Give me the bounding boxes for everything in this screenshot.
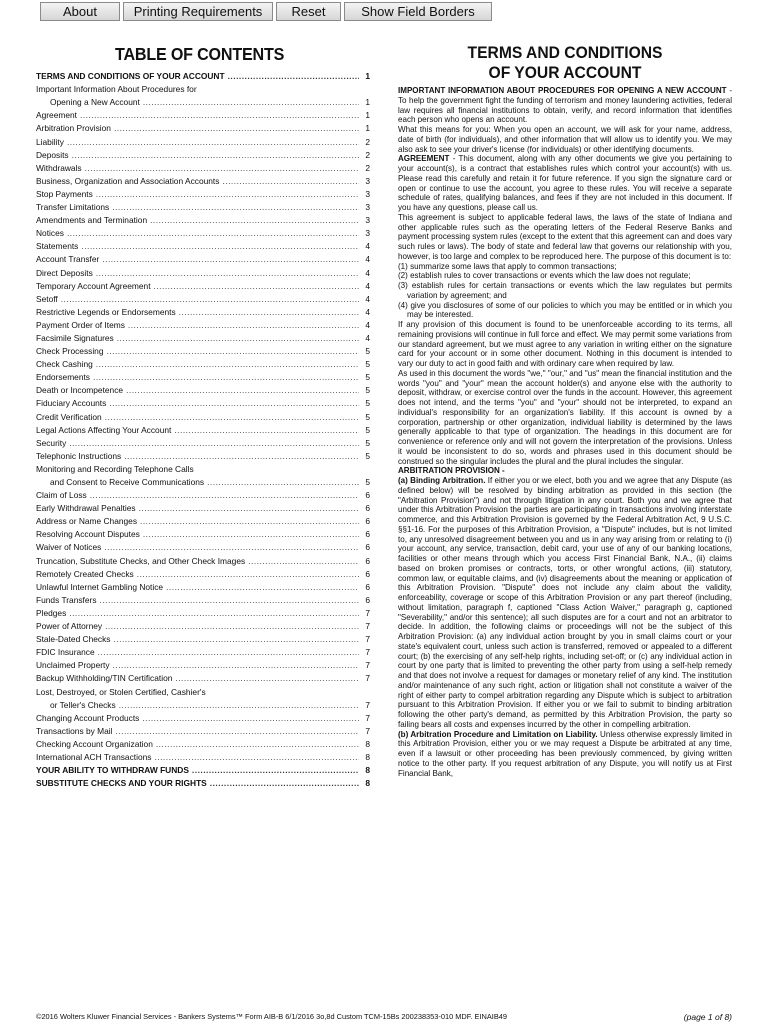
toc-leader-dots bbox=[90, 490, 359, 500]
toc-entry-label: Monitoring and Recording Telephone Calls bbox=[36, 463, 194, 474]
toc-entry bbox=[36, 68, 370, 81]
toc-entry-label: Check Processing bbox=[36, 346, 104, 357]
toc-entry-label: SUBSTITUTE CHECKS AND YOUR RIGHTS bbox=[36, 778, 207, 789]
toc-entry-page: 5 bbox=[365, 424, 370, 435]
toc-entry-page: 4 bbox=[365, 306, 370, 317]
toc-leader-dots bbox=[140, 516, 359, 526]
toc-entry bbox=[36, 199, 370, 212]
toc-entry-page: 6 bbox=[365, 503, 370, 514]
toc-entry-label: Telephonic Instructions bbox=[36, 450, 122, 461]
toc-leader-dots bbox=[154, 281, 359, 291]
toc-leader-dots bbox=[100, 595, 359, 605]
toc-leader-dots bbox=[175, 673, 359, 683]
toc-entry bbox=[36, 736, 370, 749]
toc-leader-dots bbox=[210, 778, 359, 788]
toc-entry-label: Check Cashing bbox=[36, 359, 93, 370]
toc-entry bbox=[36, 644, 370, 657]
toc-leader-dots bbox=[207, 477, 359, 487]
toc-leader-dots bbox=[96, 359, 359, 369]
binding-arbitration-heading: (a) Binding Arbitration. bbox=[398, 476, 486, 485]
toc-leader-dots bbox=[116, 726, 360, 736]
page-footer bbox=[36, 1012, 732, 1022]
purpose-item-3: (3) establish rules for certain transactions or events which the law regulates but permits variation by agreement; and bbox=[398, 281, 732, 300]
toc-leader-dots bbox=[166, 582, 359, 592]
toc-leader-dots bbox=[142, 713, 359, 723]
toc-leader-dots bbox=[107, 346, 360, 356]
toc-entry-page: 4 bbox=[365, 267, 370, 278]
toc-leader-dots bbox=[126, 385, 359, 395]
toc-entry-page: 7 bbox=[365, 660, 370, 671]
toc-entry bbox=[36, 566, 370, 579]
toc-entry-label: Setoff bbox=[36, 293, 58, 304]
toc-leader-dots bbox=[248, 556, 359, 566]
toc-entry bbox=[36, 278, 370, 291]
toc-leader-dots bbox=[81, 241, 359, 251]
toc-leader-dots bbox=[69, 438, 359, 448]
toc-entry-page: 5 bbox=[365, 346, 370, 357]
toc-entry-label: Transactions by Mail bbox=[36, 725, 113, 736]
terms-title bbox=[411, 43, 718, 83]
toc-entry-page: 7 bbox=[365, 725, 370, 736]
toc-entry-label: Withdrawals bbox=[36, 162, 82, 173]
toc-entry bbox=[36, 212, 370, 225]
procedures-text: - To help the government fight the funding of terrorism and money laundering activities, federal law requires all financial institutions to obtain, verify, and record information that identifies each person who opens an account. bbox=[398, 86, 732, 125]
toc-leader-dots bbox=[192, 765, 359, 775]
toc-entry bbox=[36, 395, 370, 408]
toc-entry bbox=[36, 683, 370, 696]
toc-entry-page: 8 bbox=[365, 778, 370, 789]
toc-entry bbox=[36, 317, 370, 330]
toc-entry bbox=[36, 369, 370, 382]
toc-entry-label: Amendments and Termination bbox=[36, 215, 148, 226]
toc-entry-label: Death or Incompetence bbox=[36, 385, 124, 396]
form-toolbar bbox=[40, 2, 492, 22]
toc-title: TABLE OF CONTENTS bbox=[115, 44, 285, 64]
toc-entry bbox=[36, 264, 370, 277]
agreement-heading: AGREEMENT bbox=[398, 154, 450, 164]
toc-entry bbox=[36, 749, 370, 762]
toc-entry-page: 7 bbox=[365, 699, 370, 710]
toc-entry-page: 7 bbox=[365, 647, 370, 658]
toc-entry bbox=[36, 173, 370, 186]
toc-leader-dots bbox=[109, 398, 359, 408]
toc-entry-page: 8 bbox=[365, 738, 370, 749]
toc-leader-dots bbox=[137, 569, 359, 579]
toc-entry-label: YOUR ABILITY TO WITHDRAW FUNDS bbox=[36, 765, 189, 776]
toc-entry-page: 8 bbox=[365, 751, 370, 762]
toc-entry-page: 3 bbox=[365, 188, 370, 199]
toc-entry bbox=[36, 526, 370, 539]
toc-entry-page: 5 bbox=[365, 385, 370, 396]
toc-entry-page: 6 bbox=[365, 516, 370, 527]
toc-entry bbox=[36, 461, 370, 474]
toc-entry-page: 3 bbox=[365, 175, 370, 186]
toc-entry bbox=[36, 697, 370, 710]
toc-entry bbox=[36, 343, 370, 356]
toc-leader-dots bbox=[96, 268, 359, 278]
toc-entry-label: Early Withdrawal Penalties bbox=[36, 503, 136, 514]
toc-entry-label: Stale-Dated Checks bbox=[36, 634, 111, 645]
toc-entry-page: 1 bbox=[365, 97, 370, 108]
toc-entry-label: Power of Attorney bbox=[36, 621, 103, 632]
toc-entry bbox=[36, 435, 370, 448]
about-button[interactable]: About bbox=[40, 2, 120, 21]
toc-leader-dots bbox=[179, 307, 359, 317]
toc-entry-label: Changing Account Products bbox=[36, 712, 140, 723]
table-of-contents bbox=[36, 68, 370, 788]
toc-leader-dots bbox=[228, 71, 359, 81]
toc-entry-page: 5 bbox=[365, 398, 370, 409]
toc-leader-dots bbox=[139, 503, 359, 513]
toc-entry-label: FDIC Insurance bbox=[36, 647, 95, 658]
footer-form-info: ©2016 Wolters Kluwer Financial Services - Bankers Systems™ Form AIB-B 6/1/2016 3o,8d Custom TCM-15Bs 200238353-010 MDF. EINAIB49 bbox=[36, 1012, 507, 1021]
purpose-item-4: (4) give you disclosures of some of our policies to which you may be entitled or in which you may be interested. bbox=[398, 300, 732, 320]
toc-entry-label: Funds Transfers bbox=[36, 594, 97, 605]
toc-leader-dots bbox=[128, 320, 359, 330]
paragraph-procedures bbox=[398, 86, 732, 125]
toc-entry-label: or Teller's Checks bbox=[50, 699, 116, 710]
toc-entry-label: Direct Deposits bbox=[36, 267, 93, 278]
toc-entry bbox=[36, 618, 370, 631]
toc-entry bbox=[36, 670, 370, 683]
toc-leader-dots bbox=[61, 294, 359, 304]
toc-entry-page: 2 bbox=[365, 149, 370, 160]
toc-entry bbox=[36, 304, 370, 317]
toc-entry bbox=[36, 120, 370, 133]
toc-entry-page: 1 bbox=[365, 110, 370, 121]
toc-entry bbox=[36, 330, 370, 343]
toc-entry-label: Resolving Account Disputes bbox=[36, 529, 140, 540]
toc-leader-dots bbox=[96, 189, 359, 199]
toc-entry bbox=[36, 81, 370, 94]
toc-leader-dots bbox=[67, 137, 359, 147]
toc-entry-label: Business, Organization and Association Accounts bbox=[36, 175, 220, 186]
toc-entry bbox=[36, 513, 370, 526]
paragraph-what-this-means: What this means for you: When you open an account, we will ask for your name, address, date of birth (for individuals), and other information that will allow us to identify you. We may also ask to see your driver's license (for individuals) or other identifying documents. bbox=[398, 125, 732, 154]
toc-leader-dots bbox=[124, 451, 359, 461]
toc-entry-label: Waiver of Notices bbox=[36, 542, 102, 553]
toc-leader-dots bbox=[93, 372, 359, 382]
arbitration-procedure-text: Unless otherwise expressly limited in this Arbitration Provision, either you or we may request a Dispute be arbitrated at any time, even if a lawsuit or other proceeding has been previously commenced, by giving written notice to the other party. If you request arbitration of any Dispute, you will notify us at First Financial Bank, bbox=[398, 729, 732, 778]
toc-entry-label: Unlawful Internet Gambling Notice bbox=[36, 581, 164, 592]
toc-entry-page: 5 bbox=[365, 372, 370, 383]
toc-entry bbox=[36, 186, 370, 199]
toc-entry-label: Legal Actions Affecting Your Account bbox=[36, 424, 172, 435]
toc-entry-page: 6 bbox=[365, 555, 370, 566]
toc-entry bbox=[36, 775, 370, 788]
toc-entry-page: 6 bbox=[365, 490, 370, 501]
toc-entry-label: Lost, Destroyed, or Stolen Certified, Cashier's bbox=[36, 686, 206, 697]
toc-entry-page: 4 bbox=[365, 254, 370, 265]
page-number: (page 1 of 8) bbox=[683, 1012, 732, 1022]
toc-entry bbox=[36, 147, 370, 160]
toc-entry bbox=[36, 225, 370, 238]
toc-entry-page: 5 bbox=[365, 411, 370, 422]
toc-leader-dots bbox=[154, 752, 359, 762]
toc-entry-label: Restrictive Legends or Endorsements bbox=[36, 306, 176, 317]
toc-entry-page: 2 bbox=[365, 162, 370, 173]
toc-leader-dots bbox=[113, 634, 359, 644]
paragraph-arbitration-procedure bbox=[398, 730, 732, 779]
toc-leader-dots bbox=[98, 647, 359, 657]
toc-entry-page: 3 bbox=[365, 228, 370, 239]
toc-entry-page: 5 bbox=[365, 359, 370, 370]
toc-entry-page: 6 bbox=[365, 581, 370, 592]
toc-entry-page: 4 bbox=[365, 332, 370, 343]
toc-entry-page: 7 bbox=[365, 634, 370, 645]
toc-entry-label: Arbitration Provision bbox=[36, 123, 111, 134]
toc-entry-label: Statements bbox=[36, 241, 79, 252]
toc-entry-page: 4 bbox=[365, 241, 370, 252]
toc-entry-label: Agreement bbox=[36, 110, 77, 121]
toc-entry bbox=[36, 592, 370, 605]
toc-entry-page: 6 bbox=[365, 542, 370, 553]
paragraph-governing-law: This agreement is subject to applicable federal laws, the laws of the state of Indiana and other applicable rules such as the operating letters of the Federal Reserve Banks and payment processing system rules (except to the extent that this agreement can and does vary such rules or laws). The body of state and federal law that governs our relationship with you, however, is too large and complex to be reproduced here. The purpose of this document is to: bbox=[398, 212, 732, 261]
toc-entry-page: 5 bbox=[365, 450, 370, 461]
toc-entry bbox=[36, 238, 370, 251]
toc-entry-label: Truncation, Substitute Checks, and Other Check Images bbox=[36, 555, 246, 566]
toc-entry-label: Stop Payments bbox=[36, 188, 93, 199]
toc-leader-dots bbox=[143, 529, 359, 539]
toc-entry-label: and Consent to Receive Communications bbox=[50, 477, 205, 487]
arbitration-procedure-heading: (b) Arbitration Procedure and Limitation on Liability. bbox=[398, 729, 598, 739]
toc-entry-page: 1 bbox=[365, 71, 370, 82]
toc-entry-label: Backup Withholding/TIN Certification bbox=[36, 673, 173, 684]
toc-entry bbox=[36, 291, 370, 304]
toc-entry-page: 3 bbox=[365, 215, 370, 226]
toc-leader-dots bbox=[113, 660, 359, 670]
terms-body bbox=[398, 86, 732, 778]
toc-leader-dots bbox=[105, 621, 359, 631]
toc-entry bbox=[36, 160, 370, 173]
toc-entry-page: 5 bbox=[365, 437, 370, 448]
toc-entry bbox=[36, 356, 370, 369]
toc-leader-dots bbox=[174, 425, 359, 435]
toc-entry-page: 4 bbox=[365, 293, 370, 304]
paragraph-agreement bbox=[398, 154, 732, 213]
toc-entry-page: 2 bbox=[365, 136, 370, 147]
toc-leader-dots bbox=[112, 202, 359, 212]
toc-entry-page: 7 bbox=[365, 607, 370, 618]
toc-leader-dots bbox=[143, 97, 359, 107]
toc-entry-label: Security bbox=[36, 437, 67, 448]
toc-entry bbox=[36, 631, 370, 644]
toc-entry bbox=[36, 552, 370, 565]
toc-entry bbox=[36, 762, 370, 775]
printing-requirements-button[interactable]: Printing Requirements bbox=[123, 2, 273, 21]
toc-entry bbox=[36, 710, 370, 723]
toc-entry bbox=[36, 723, 370, 736]
toc-entry-label: Unclaimed Property bbox=[36, 660, 110, 671]
toc-leader-dots bbox=[67, 228, 359, 238]
toc-entry bbox=[36, 500, 370, 513]
toc-leader-dots bbox=[114, 123, 359, 133]
terms-title-line-1: TERMS AND CONDITIONS bbox=[467, 43, 663, 62]
toc-leader-dots bbox=[104, 542, 359, 552]
toc-leader-dots bbox=[85, 163, 359, 173]
toc-leader-dots bbox=[150, 215, 359, 225]
toc-entry-label: Opening a New Account bbox=[50, 97, 140, 108]
purpose-item-2: (2) establish rules to cover transactions or events which the law does not regulate; bbox=[398, 271, 691, 281]
toc-leader-dots bbox=[119, 700, 359, 710]
binding-arbitration-text: If either you or we elect, both you and we agree that any Dispute (as defined below) will be resolved by binding arbitration as provided in this section (the "Arbitration Provision") and not through litigation in any court. Both you and we agree that under this Arbitration Provision the parties are participating in transactions involving interstate commerce, and this Arbitration Provision is governed by the Federal Arbitration Act, 9 U.S.C. §§1-16. For the purposes of this Arbitration Provision, a "Dispute" includes, but is not limited to, any unresolved disagreement between you and us in any way arising from or relating to (i) your account, any service, transaction, debit card, your use of any of our banking locations, facilities or other means through which you access First Financial Bank, N.A., (ii) claims based on broken promises or contracts, torts, or other wrongful actions, (iii) statutory, common law, or equitable claims, and (iv) disagreements about the meaning or application of this Arbitration Provision. "Dispute" does not include any claim about the validity, enforceability, coverage or scope of this Arbitration Provision or any part thereof (including, without limitation, paragraph f, captioned "Class Action Waiver," paragraph g, captioned "Severability," and/or this sentence); all such disputes are for a court and not an arbitrator to decide. In addition, the following claims or proceedings will not be the subject of this Arbitration Provision: (a) any individual action brought by you in small claims court or your state's equivalent court, unless such action is transferred, removed or appealed to a different court; (b) the exercising of any self-help rights, including set-off; or (c) any individual action in court by one party that is limited to preventing the other party from using a self-help remedy and that does not involve a request for damages or monetary relief of any kind. The institution and/or maintenance of any such right, action or litigation shall not constitute a waiver of the right of either party to compel arbitration regarding any Dispute which is subject to arbitration pursuant to this Arbitration Provision. If either you or we fail to submit to binding arbitration following the other party's demand, as permitted by this Arbitration Provision, the party so failing bears all costs and expenses incurred by the other in compelling arbitration. bbox=[398, 476, 732, 729]
toc-entry-page: 7 bbox=[365, 621, 370, 632]
toc-entry bbox=[36, 107, 370, 120]
toc-leader-dots bbox=[102, 254, 359, 264]
toc-entry bbox=[36, 448, 370, 461]
toc-leader-dots bbox=[72, 150, 359, 160]
toc-leader-dots bbox=[80, 110, 359, 120]
toc-entry bbox=[36, 657, 370, 670]
toc-entry bbox=[36, 408, 370, 421]
toc-entry-label: Temporary Account Agreement bbox=[36, 280, 151, 291]
toc-entry-label: Claim of Loss bbox=[36, 490, 87, 501]
toc-entry-page: 7 bbox=[365, 673, 370, 684]
terms-title-line-2: OF YOUR ACCOUNT bbox=[488, 63, 642, 82]
toc-entry-page: 1 bbox=[365, 123, 370, 134]
arbitration-heading: ARBITRATION PROVISION - bbox=[398, 466, 505, 476]
toc-entry-page: 7 bbox=[365, 712, 370, 723]
toc-leader-dots bbox=[156, 739, 359, 749]
toc-entry-page: 3 bbox=[365, 202, 370, 213]
toc-entry-label: Credit Verification bbox=[36, 411, 102, 422]
toc-entry bbox=[36, 422, 370, 435]
toc-entry bbox=[36, 579, 370, 592]
toc-entry-label: Account Transfer bbox=[36, 254, 100, 265]
paragraph-enforceability: If any provision of this document is found to be unenforceable according to its terms, all remaining provisions will continue in full force and effect. We may permit some variations from our standard agreement, but we must agree to any variation in writing either on the signature card for your account or in some other document. Nothing in this document is intended to vary our duty to act in good faith and with ordinary care when required by law. bbox=[398, 320, 732, 368]
toc-leader-dots bbox=[222, 176, 359, 186]
toc-entry-label: Endorsements bbox=[36, 372, 90, 383]
toc-leader-dots bbox=[105, 412, 359, 422]
toc-entry bbox=[36, 251, 370, 264]
toc-entry-page: 4 bbox=[365, 280, 370, 291]
toc-entry-page: 4 bbox=[365, 319, 370, 330]
toc-entry-page: 5 bbox=[365, 477, 370, 487]
toc-entry-label: Pledges bbox=[36, 607, 67, 618]
paragraph-definitions: As used in this document the words "we," "our," and "us" mean the financial institution and the words "you" and "your" mean the account holder(s) and anyone else with the authority to deposit, withdraw, or exercise control over the funds in the account. However, this agreement does not intend, and the terms "you" and "your" should not be interpreted, to expand an individual's responsibility for an organization's liability. If this account is owned by a corporation, partnership or other organization, individual liability is determined by the laws generally applicable to that type of organization. The headings in this document are for convenience or reference only and will not govern the interpretation of the provisions. Unless it would be inconsistent to do so, words and phrases used in this document should be construed so the singular includes the plural and the plural includes the singular. bbox=[398, 368, 732, 466]
toc-entry-label: Transfer Limitations bbox=[36, 202, 110, 213]
toc-entry-label: Address or Name Changes bbox=[36, 516, 138, 527]
toc-entry-page: 8 bbox=[365, 765, 370, 776]
toc-entry-label: Facsimile Signatures bbox=[36, 332, 114, 343]
toc-entry bbox=[36, 382, 370, 395]
show-field-borders-button[interactable]: Show Field Borders bbox=[344, 2, 492, 21]
toc-entry bbox=[36, 487, 370, 500]
toc-entry bbox=[36, 94, 370, 107]
purpose-item-1: (1) summarize some laws that apply to common transactions; bbox=[398, 261, 617, 271]
toc-entry-label: International ACH Transactions bbox=[36, 751, 152, 762]
toc-entry-page: 6 bbox=[365, 568, 370, 579]
procedures-heading: IMPORTANT INFORMATION ABOUT PROCEDURES FOR OPENING A NEW ACCOUNT bbox=[398, 86, 727, 95]
toc-leader-dots bbox=[117, 333, 359, 343]
paragraph-binding-arbitration bbox=[398, 476, 732, 730]
toc-entry-label: TERMS AND CONDITIONS OF YOUR ACCOUNT bbox=[36, 71, 225, 82]
toc-entry-label: Checking Account Organization bbox=[36, 738, 153, 749]
toc-entry-label: Deposits bbox=[36, 149, 69, 160]
toc-entry-label: Important Information About Procedures for bbox=[36, 84, 197, 95]
toc-entry bbox=[36, 539, 370, 552]
toc-entry-page: 6 bbox=[365, 594, 370, 605]
toc-entry-label: Fiduciary Accounts bbox=[36, 398, 107, 409]
toc-entry-page: 6 bbox=[365, 529, 370, 540]
toc-entry-label: Remotely Created Checks bbox=[36, 568, 134, 579]
toc-entry bbox=[36, 133, 370, 146]
toc-entry bbox=[36, 605, 370, 618]
toc-leader-dots bbox=[69, 608, 359, 618]
toc-entry-label: Payment Order of Items bbox=[36, 319, 125, 330]
toc-entry-label: Notices bbox=[36, 228, 64, 239]
reset-button[interactable]: Reset bbox=[276, 2, 341, 21]
toc-entry bbox=[36, 474, 370, 487]
agreement-text: - This document, along with any other documents we give you pertaining to your account(s), is a contract that establishes rules which control your account(s) with us. Please read this carefully and retain it for future reference. If you sign the signature card or open or continue to use the account, you agree to these rules. You will receive a separate schedule of rates, qualifying balances, and fees if they are not included in this document. If you have any questions, please call us. bbox=[398, 154, 732, 212]
toc-entry-label: Liability bbox=[36, 136, 64, 147]
